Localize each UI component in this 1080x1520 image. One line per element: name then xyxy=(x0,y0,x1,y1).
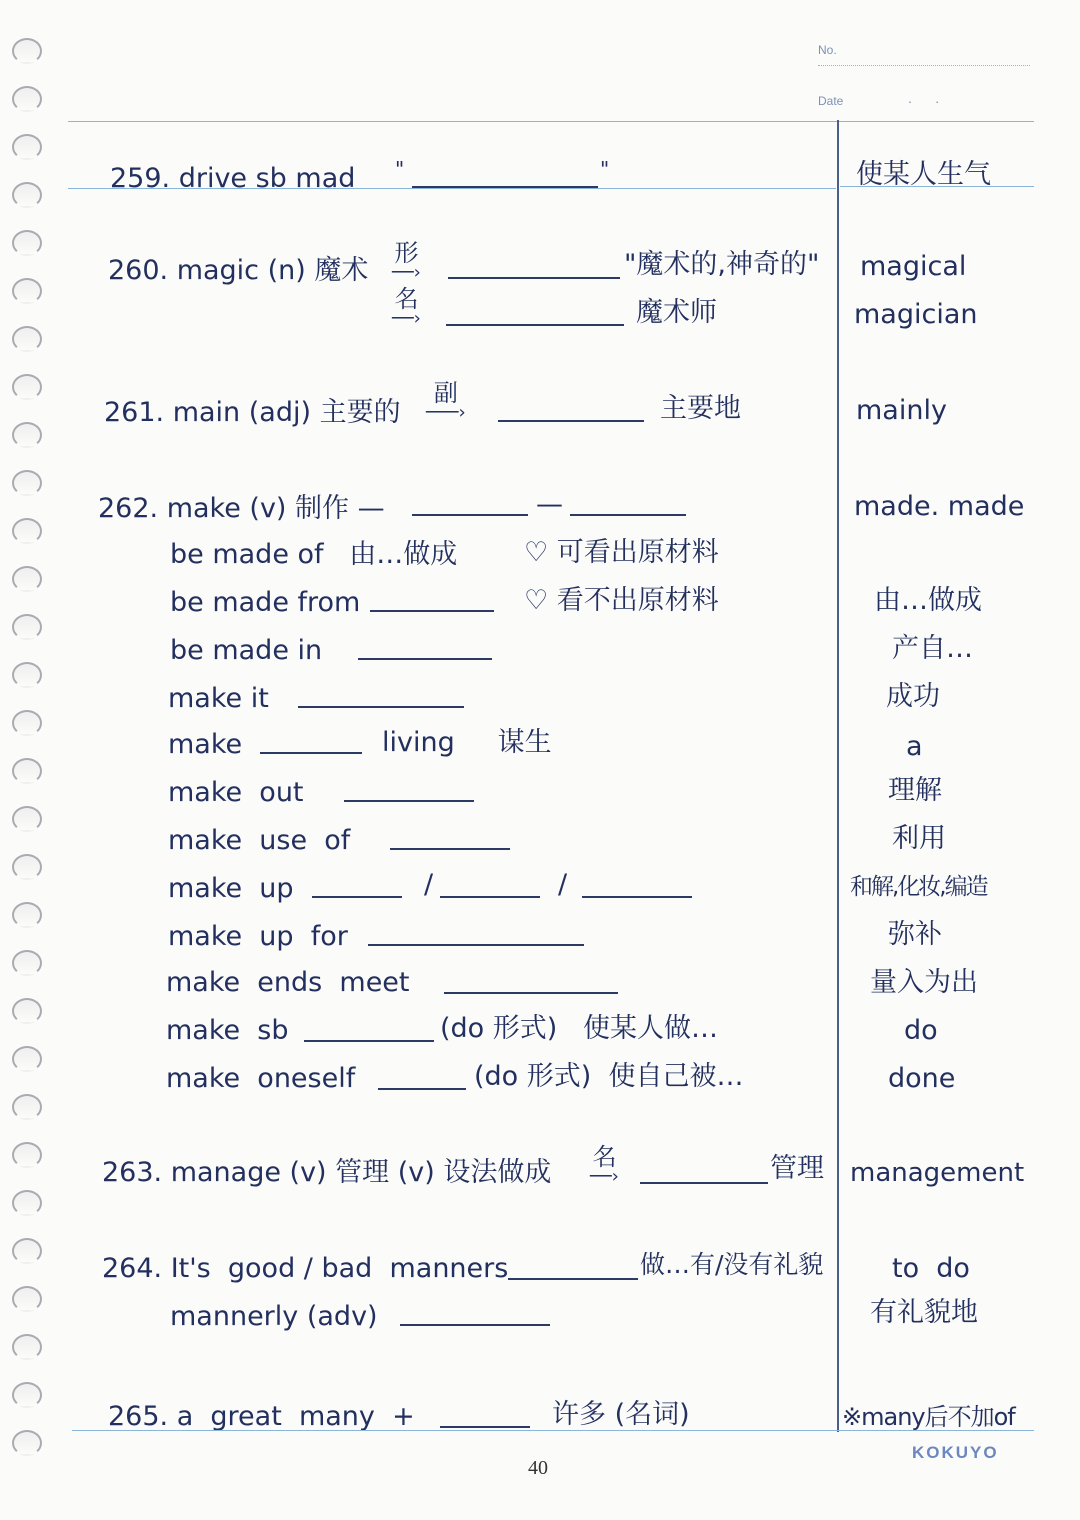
close-quote: " xyxy=(600,157,610,181)
binding-ring xyxy=(12,1142,42,1168)
row-make-sb: make sb xyxy=(166,1015,289,1046)
entry-261-phrase: 261. main (adj) 主要的 xyxy=(104,397,401,428)
binding-ring xyxy=(12,1046,42,1072)
row-make-out: make out xyxy=(168,777,304,808)
answer-column-divider xyxy=(837,120,839,1432)
row-make-oneself-blank xyxy=(378,1088,466,1090)
binding-ring xyxy=(12,1334,42,1360)
row-make-ends-meet-blank xyxy=(444,992,618,994)
ruled-line xyxy=(72,1430,1034,1431)
row-make-up-blank-3 xyxy=(582,896,692,898)
arrow-icon: ──› xyxy=(590,1166,619,1187)
binding-ring xyxy=(12,1238,42,1264)
entry-265-meaning: 许多 (名词) xyxy=(552,1399,690,1430)
row-make-out-blank xyxy=(344,800,474,802)
row-be-made-in-answer: 产自… xyxy=(892,633,973,664)
row-make-oneself-note: (do 形式) 使自己被… xyxy=(474,1061,744,1092)
row-make-sb-blank xyxy=(304,1040,434,1042)
noun-arrow xyxy=(392,285,421,329)
entry-262-answer: made. made xyxy=(854,491,1025,522)
entry-264-mannerly-blank xyxy=(400,1324,550,1326)
entry-262-phrase: 262. make (v) 制作 — xyxy=(98,493,385,524)
row-make-use-of: make use of xyxy=(168,825,351,856)
entry-261-answer: mainly xyxy=(856,395,947,426)
entry-259-answer: 使某人生气 xyxy=(856,159,991,190)
row-make-it-answer: 成功 xyxy=(886,681,940,712)
row-make-it-blank xyxy=(298,706,464,708)
row-make-ends-meet: make ends meet xyxy=(166,967,410,998)
arrow-icon: ───› xyxy=(426,402,466,423)
header-rule xyxy=(68,121,1034,122)
row-make-up-for-answer: 弥补 xyxy=(888,919,942,950)
row-make-living-blank xyxy=(260,752,362,754)
binding-ring xyxy=(12,374,42,400)
row-make-living: make xyxy=(168,729,243,760)
row-be-made-of-note: ♡ 可看出原材料 xyxy=(524,537,719,568)
no-dotted-line xyxy=(818,65,1030,66)
entry-264-mannerly-answer: 有礼貌地 xyxy=(870,1297,978,1328)
entry-262-past-blank xyxy=(412,514,528,516)
row-make-up-for-blank xyxy=(368,944,584,946)
entry-259-phrase: 259. drive sb mad xyxy=(110,163,356,194)
entry-262-pp-blank xyxy=(570,514,686,516)
binding-ring xyxy=(12,326,42,352)
row-be-made-in-blank xyxy=(358,658,492,660)
arrow-icon: ──› xyxy=(392,308,421,329)
row-be-made-from-blank xyxy=(370,610,494,612)
row-make-out-answer: 理解 xyxy=(888,775,942,806)
page-number: 40 xyxy=(528,1457,548,1479)
binding-ring xyxy=(12,1094,42,1120)
entry-261-blank xyxy=(498,420,644,422)
row-be-made-in: be made in xyxy=(170,635,323,666)
adjective-tag: 形 xyxy=(394,239,419,267)
row-make-up: make up xyxy=(168,873,294,904)
entry-260-noun-meaning: 魔术师 xyxy=(636,297,717,328)
row-make-oneself: make oneself xyxy=(166,1063,356,1094)
row-make-living-note: living 谋生 xyxy=(382,727,552,758)
row-make-use-of-blank xyxy=(390,848,510,850)
entry-261-meaning: 主要地 xyxy=(660,393,741,424)
slash: / xyxy=(558,869,568,900)
date-label: Date xyxy=(818,94,844,108)
date-dots: . . xyxy=(908,90,940,106)
row-make-it: make it xyxy=(168,683,269,714)
row-be-made-of: be made of 由…做成 xyxy=(170,539,458,570)
binding-ring xyxy=(12,1382,42,1408)
binding-ring xyxy=(12,854,42,880)
binding-ring xyxy=(12,470,42,496)
row-be-made-from-note: ♡ 看不出原材料 xyxy=(524,585,719,616)
binding-ring xyxy=(12,1286,42,1312)
entry-263-answer: management xyxy=(850,1158,1025,1188)
binding-ring xyxy=(12,566,42,592)
open-quote: " xyxy=(395,157,405,181)
entry-265-answer: ※many后不加of xyxy=(842,1403,1015,1431)
binding-ring xyxy=(12,950,42,976)
binding-ring xyxy=(12,710,42,736)
entry-265-phrase: 265. a great many + xyxy=(108,1401,415,1432)
entry-264-phrase: 264. It's good / bad manners xyxy=(102,1253,509,1284)
ruled-line xyxy=(68,188,836,189)
slash: / xyxy=(424,869,434,900)
row-make-oneself-answer: done xyxy=(888,1063,956,1094)
row-make-up-blank-1 xyxy=(312,896,402,898)
binding-ring xyxy=(12,806,42,832)
adverb-tag: 副 xyxy=(433,379,458,407)
binding-ring xyxy=(12,134,42,160)
entry-263-phrase: 263. manage (v) 管理 (v) 设法做成 xyxy=(102,1157,552,1188)
dash: — xyxy=(536,489,563,520)
row-make-up-for: make up for xyxy=(168,921,348,952)
binding-ring xyxy=(12,998,42,1024)
entry-263-meaning: 管理 xyxy=(770,1153,824,1184)
arrow-icon: ──› xyxy=(392,262,421,283)
row-make-use-of-answer: 利用 xyxy=(892,823,946,854)
binding-ring xyxy=(12,902,42,928)
row-make-living-answer: a xyxy=(906,731,923,762)
adjective-arrow xyxy=(392,239,421,283)
entry-260-phrase: 260. magic (n) 魔术 xyxy=(108,255,369,286)
entry-260-answer-adj: magical xyxy=(860,251,967,282)
no-label: No. xyxy=(818,43,837,57)
entry-260-noun-blank xyxy=(446,324,624,326)
ruled-line xyxy=(840,186,1034,187)
binding-ring xyxy=(12,1430,42,1456)
entry-260-adj-meaning: "魔术的,神奇的" xyxy=(624,249,820,280)
row-make-sb-answer: do xyxy=(904,1015,938,1046)
brand-logo: KOKUYO xyxy=(912,1443,999,1462)
row-be-made-from-answer: 由…做成 xyxy=(874,585,982,616)
binding-ring xyxy=(12,518,42,544)
noun-tag: 名 xyxy=(394,285,419,313)
row-make-ends-meet-answer: 量入为出 xyxy=(870,967,978,998)
entry-260-adj-blank xyxy=(448,277,620,279)
binding-ring xyxy=(12,1190,42,1216)
binding-ring xyxy=(12,230,42,256)
adverb-arrow xyxy=(426,379,466,423)
binding-ring xyxy=(12,758,42,784)
binding-ring xyxy=(12,278,42,304)
entry-260-answer-noun: magician xyxy=(854,299,978,330)
row-be-made-from: be made from xyxy=(170,587,361,618)
noun-arrow xyxy=(590,1143,619,1187)
row-make-sb-note: (do 形式) 使某人做… xyxy=(440,1013,719,1044)
row-make-up-answer: 和解,化妆,编造 xyxy=(850,874,987,900)
entry-264-answer: to do xyxy=(892,1253,970,1284)
binding-ring xyxy=(12,662,42,688)
entry-263-blank xyxy=(640,1182,768,1184)
row-make-up-blank-2 xyxy=(440,896,540,898)
binding-ring xyxy=(12,182,42,208)
entry-264-meaning: 做…有/没有礼貌 xyxy=(640,1250,824,1279)
entry-265-blank xyxy=(440,1426,530,1428)
binding-ring xyxy=(12,38,42,64)
entry-264-mannerly: mannerly (adv) xyxy=(170,1301,378,1332)
noun-tag: 名 xyxy=(592,1143,617,1171)
binding-ring xyxy=(12,422,42,448)
entry-264-blank xyxy=(508,1278,638,1280)
binding-ring xyxy=(12,614,42,640)
binding-ring xyxy=(12,86,42,112)
